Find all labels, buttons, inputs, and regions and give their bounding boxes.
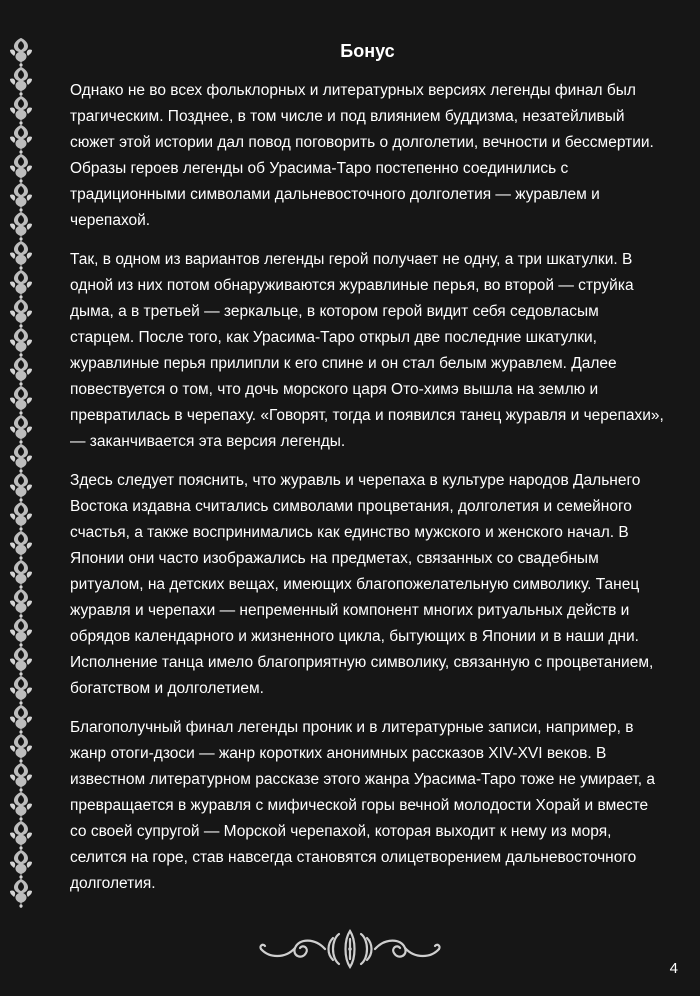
page-number: 4 [669, 960, 678, 977]
paragraph-2: Так, в одном из вариантов легенды герой получает не одну, а три шкатулки. В одной из них потом обнаруживаются журавлиные перья, во второй — струйка дыма, а в третьей — зеркальце, в котором герой видит себя седовласым старцем. После того, как Урасима-Таро открыл две последние шкатулки, журавлиные перья прилипли к его спине и он стал белым журавлем. Далее повествуется о том, что дочь морского царя Ото-химэ вышла на землю и превратилась в черепаху. «Говорят, тогда и появился танец журавля и черепахи», — заканчивается эта версия легенды. [70, 251, 664, 450]
document-body [70, 40, 665, 910]
floral-border-icon [8, 38, 34, 908]
paragraph-1: Однако не во всех фольклорных и литературных версиях легенды финал был трагическим. Позднее, в том числе и под влиянием буддизма, незатейливый сюжет этой истории дал повод поговорить о долголетии, вечности и бессмертии. Образы героев легенды об Урасима-Таро постепенно соединились с традиционными символами дальневосточного долголетия — журавлем и черепахой. [70, 82, 654, 229]
paragraph-3: Здесь следует пояснить, что журавль и черепаха в культуре народов Дальнего Востока издавна считались символами процветания, долголетия и семейного счастья, а также воспринимались как единство мужского и женского начал. В Японии они часто изображались на предметах, связанных со свадебным ритуалом, на детских вещах, имеющих благопожелательную символику. Танец журавля и черепахи — непременный компонент многих ритуальных действ и обрядов календарного и жизненного цикла, бытующих в Японии и в наши дни. Исполнение танца имело благоприятную символику, связанную с процветанием, богатством и долголетием. [70, 472, 654, 697]
page-title: Бонус [340, 41, 395, 61]
flourish-divider-icon [255, 928, 445, 970]
paragraph-4: Благополучный финал легенды проник и в литературные записи, например, в жанр отоги-дзоси — жанр коротких анонимных рассказов XIV-XVI веков. В известном литературном рассказе этого жанра Урасима-Таро тоже не умирает, а превращается в журавля с мифической горы вечной молодости Хорай и вместе со своей супругой — Морской черепахой, которая выходит к нему из моря, селится на горе, став навсегда становятся олицетворением дальневосточного долголетия. [70, 719, 655, 892]
